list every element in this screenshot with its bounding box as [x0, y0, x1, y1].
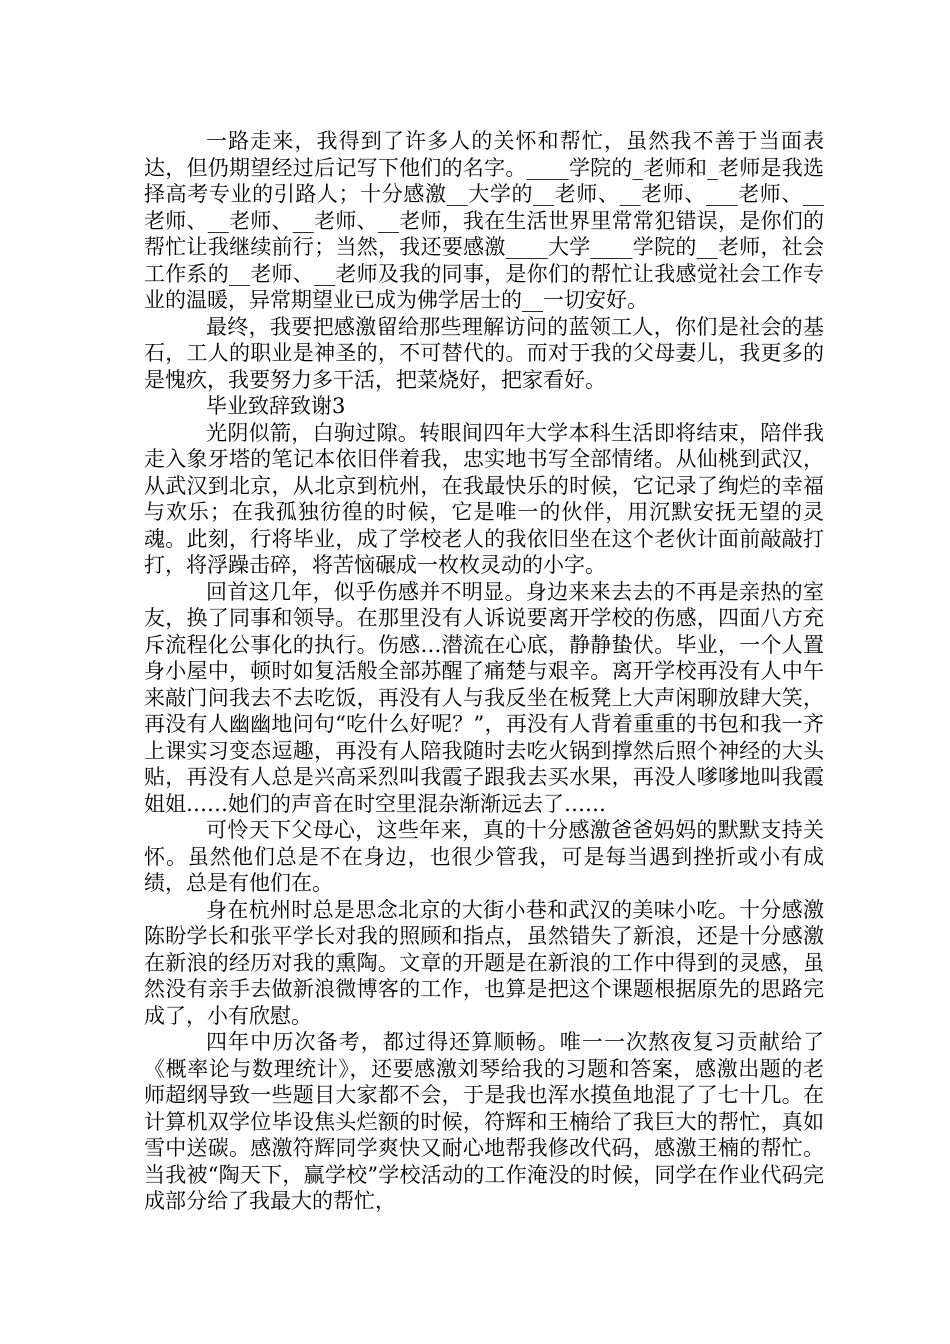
paragraph-acknowledgement-teachers: 一路走来，我得到了许多人的关怀和帮忙，虽然我不善于当面表达，但仍期望经过后记写下他们的名字。____学院的_老师和_老师是我选择高考专业的引路人；十分感激__大学的__老师、__老师、___老师、__老师、__老师、__老师、__老师，我在生活世界里常常犯错误，是你们的帮忙让我继续前行；当然，我还要感激____大学____学院的__老师，社会工作系的__老师、__老师及我的同事，是你们的帮忙让我感觉社会工作专业的温暖，异常期望业已成为佛学居士的__一切安好。 — [144, 129, 824, 312]
document-page — [144, 128, 824, 1215]
paragraph-time-flies: 光阴似箭，白驹过隙。转眼间四年大学本科生活即将结束，陪伴我走入象牙塔的笔记本依旧伴着我，忠实地书写全部情绪。从仙桃到武汉，从武汉到北京，从北京到杭州，在我最快乐的时候，它记录了绚烂的幸福与欢乐；在我孤独彷徨的时候，它是唯一的伙伴，用沉默安抚无望的灵魂。此刻，行将毕业，成了学校老人的我依旧坐在这个老伙计面前敲敲打打，将浮躁击碎，将苦恼碾成一枚枚灵动的小字。 — [144, 420, 824, 577]
section-heading: 毕业致辞致谢3 — [206, 394, 346, 418]
paragraph-acknowledgement-workers-family: 最终，我要把感激留给那些理解访问的蓝领工人，你们是社会的基石，工人的职业是神圣的，不可替代的。而对于我的父母妻儿，我更多的是愧疚，我要努力多干活，把菜烧好，把家看好。 — [144, 314, 824, 392]
paragraph-looking-back: 回首这几年，似乎伤感并不明显。身边来来去去的不再是亲热的室友，换了同事和领导。在那里没有人诉说要离开学校的伤感，四面八方充斥流程化公事化的执行。伤感…潜流在心底，静静蛰伏。毕业，一个人置身小屋中，顿时如复活般全部苏醒了痛楚与艰辛。离开学校再没有人中午来敲门问我去不去吃饭，再没有人与我反坐在板凳上大声闲聊放肆大笑，再没有人幽幽地问句“吃什么好呢？”，再没有人背着重重的书包和我一齐上课实习变态逗趣，再没有人陪我随时去吃火锅到撑然后照个神经的大头贴，再没有人总是兴高采烈叫我霞子跟我去买水果，再没人嗲嗲地叫我霞姐姐……她们的声音在时空里混杂渐渐远去了…… — [144, 579, 824, 816]
paragraph-exams: 四年中历次备考，都过得还算顺畅。唯一一次熬夜复习贡献给了《概率论与数理统计》，还要感激刘琴给我的习题和答案，感激出题的老师超纲导致一些题目大家都不会，于是我也浑水摸鱼地混了了七十几。在计算机双学位毕设焦头烂额的时候，符辉和王楠给了我巨大的帮忙，真如雪中送碳。感激符辉同学爽快又耐心地帮我修改代码，感激王楠的帮忙。当我被“陶天下，赢学校”学校活动的工作淹没的时候，同学在作业代码完成部分给了我最大的帮忙， — [144, 1030, 824, 1213]
paragraph-hangzhou: 身在杭州时总是思念北京的大街小巷和武汉的美味小吃。十分感激陈盼学长和张平学长对我的照顾和指点，虽然错失了新浪，还是十分感激在新浪的经历对我的熏陶。文章的开题是在新浪的工作中得到的灵感，虽然没有亲手去做新浪微博客的工作，也算是把这个课题根据原先的思路完成了，小有欣慰。 — [144, 897, 824, 1028]
paragraph-parents: 可怜天下父母心，这些年来，真的十分感激爸爸妈妈的默默支持关怀。虽然他们总是不在身边，也很少管我，可是每当遇到挫折或小有成绩，总是有他们在。 — [144, 818, 824, 895]
